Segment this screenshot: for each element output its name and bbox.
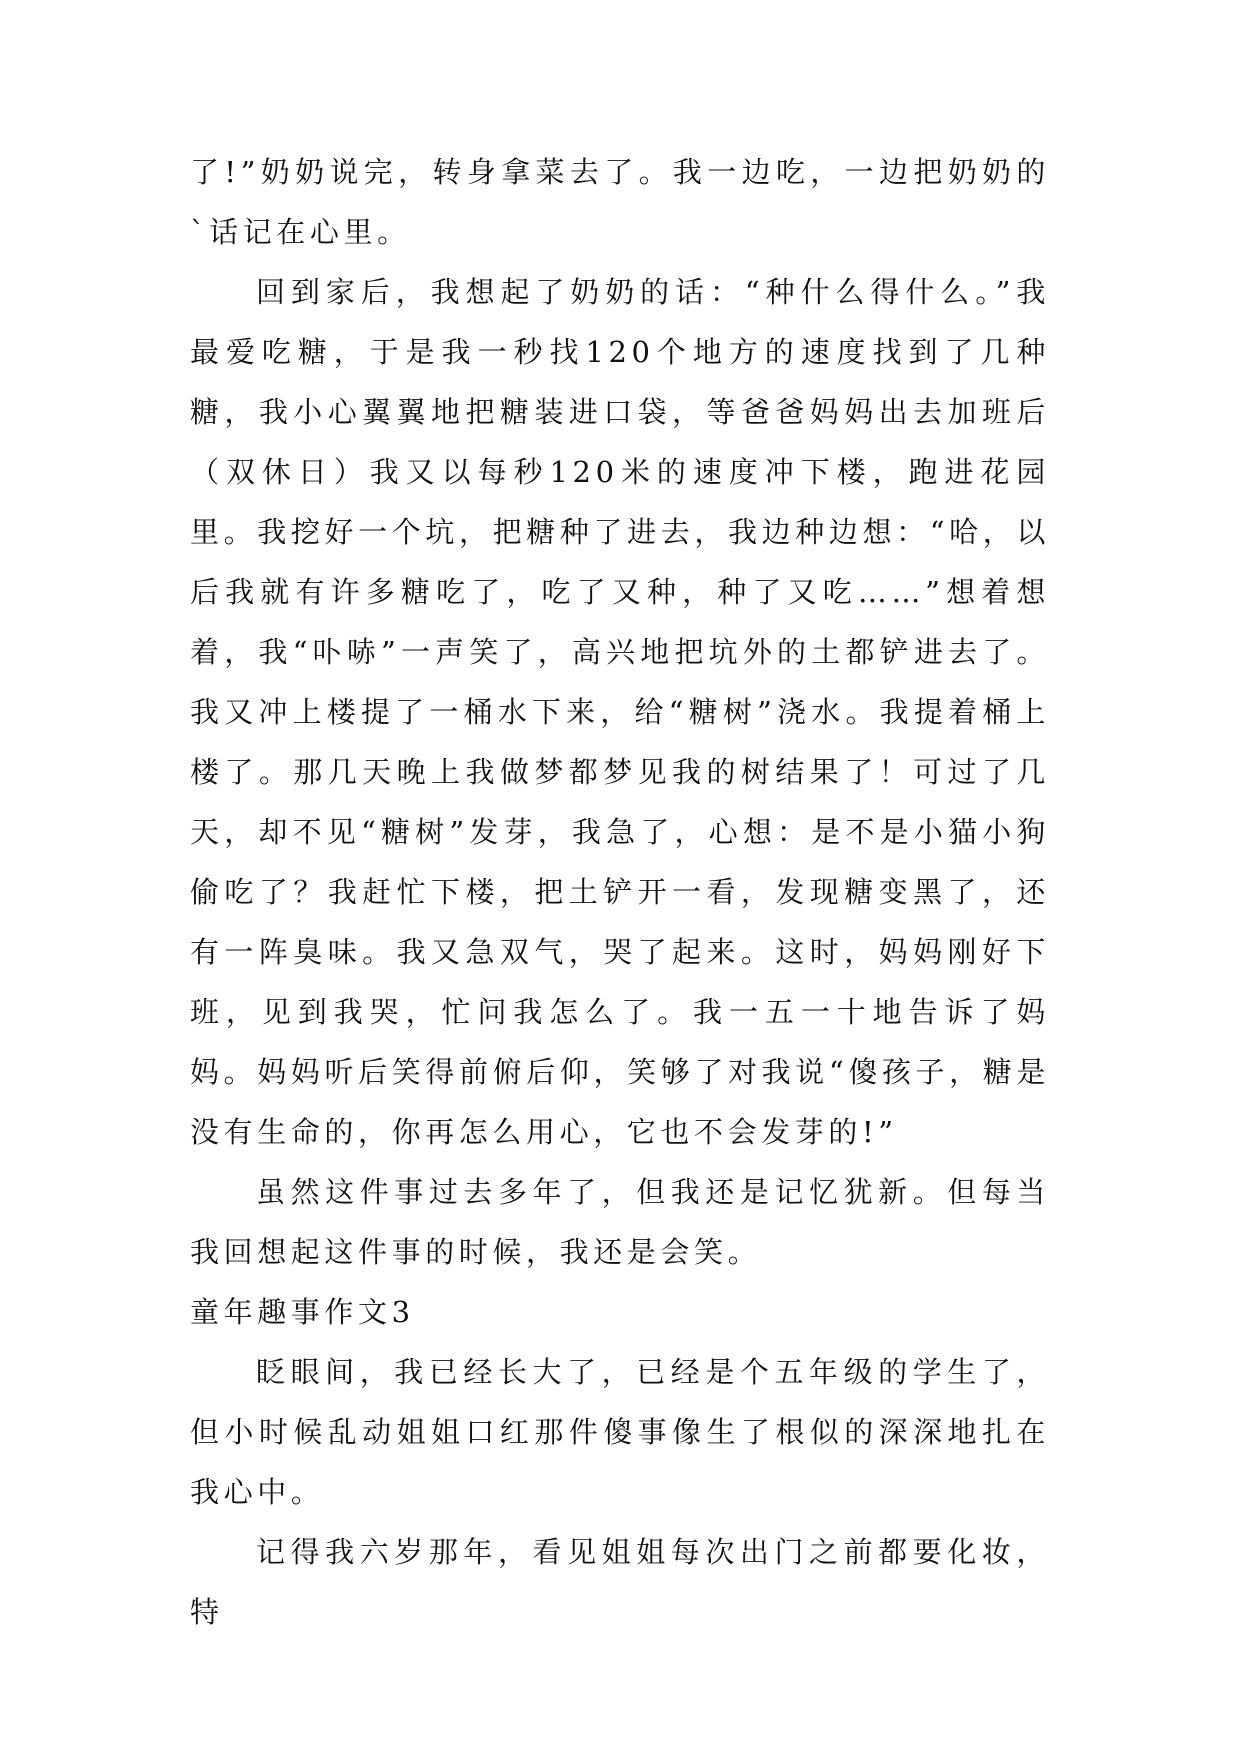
paragraph-2: 回到家后，我想起了奶奶的话：“种什么得什么。”我最爱吃糖，于是我一秒找120个地方的速度找到了几种糖，我小心翼翼地把糖装进口袋，等爸爸妈妈出去加班后（双休日）我又以每秒120米的速度冲下楼，跑进花园里。我挖好一个坑，把糖种了进去，我边种边想：“哈，以后我就有许多糖吃了，吃了又种，种了又吃……”想着想着，我“卟哧”一声笑了，高兴地把坑外的土都铲进去了。我又冲上楼提了一桶水下来，给“糖树”浇水。我提着桶上楼了。那几天晚上我做梦都梦见我的树结果了！可过了几天，却不见“糖树”发芽，我急了，心想：是不是小猫小狗偷吃了？我赶忙下楼，把土铲开一看，发现糖变黑了，还有一阵臭味。我又急双气，哭了起来。这时，妈妈刚好下班，见到我哭，忙问我怎么了。我一五一十地告诉了妈妈。妈妈听后笑得前俯后仰，笑够了对我说“傻孩子，糖是没有生命的，你再怎么用心，它也不会发芽的!” xyxy=(190,275,1050,1149)
document-body xyxy=(190,142,1050,1642)
paragraph-5: 记得我六岁那年，看见姐姐每次出门之前都要化妆，特 xyxy=(190,1535,1050,1629)
paragraph-3: 虽然这件事过去多年了，但我还是记忆犹新。但每当我回想起这件事的时候，我还是会笑。 xyxy=(190,1175,1050,1269)
paragraph-1: 了!”奶奶说完，转身拿菜去了。我一边吃，一边把奶奶的`话记在心里。 xyxy=(190,155,1050,249)
section-heading: 童年趣事作文3 xyxy=(190,1295,415,1329)
paragraph-4: 眨眼间，我已经长大了，已经是个五年级的学生了，但小时候乱动姐姐口红那件傻事像生了根似的深深地扎在我心中。 xyxy=(190,1355,1050,1509)
